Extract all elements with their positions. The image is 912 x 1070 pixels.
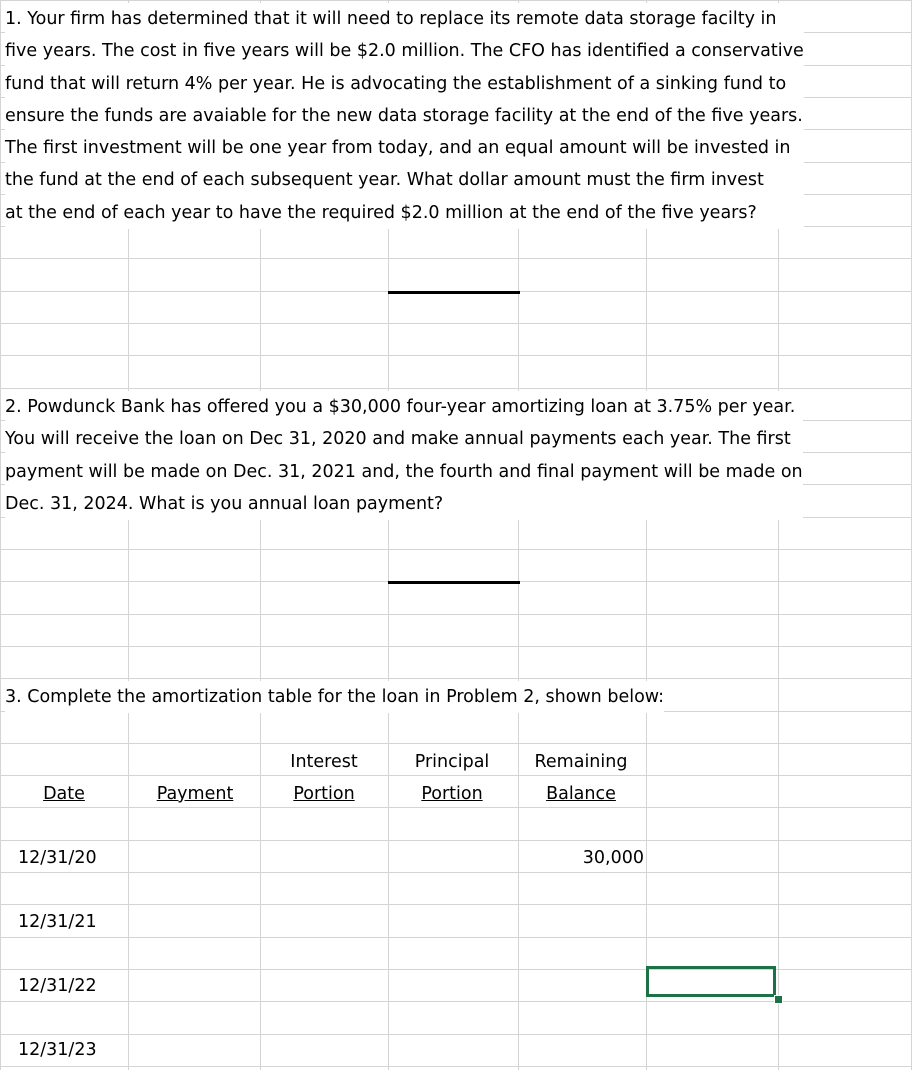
problem-1-text [5, 3, 804, 229]
problem-1-line: five years. The cost in five years will be $2.0 million. The CFO has identified a conservative [5, 41, 804, 62]
header-interest-bottom: Portion [293, 784, 355, 804]
problem-1-line: the fund at the end of each subsequent year. What dollar amount must the firm invest [5, 170, 764, 191]
row-date: 12/31/22 [18, 976, 97, 996]
header-principal-top: Principal [414, 752, 490, 772]
problem-2-text [5, 391, 803, 520]
problem-2-line: 2. Powdunck Bank has offered you a $30,000 four-year amortizing loan at 3.75% per year. [5, 397, 796, 417]
answer-2-underline [388, 581, 520, 584]
row-balance[interactable]: 30,000 [582, 848, 644, 868]
problem-1-line: 1. Your firm has determined that it will need to replace its remote data storage facilty in [5, 9, 777, 29]
problem-1-line: fund that will return 4% per year. He is advocating the establishment of a sinking fund to [5, 73, 787, 94]
problem-3-text [5, 681, 664, 713]
problem-2-line: You will receive the loan on Dec 31, 2020 and make annual payments each year. The first [5, 429, 791, 450]
header-interest-top: Interest [290, 752, 358, 772]
header-date: Date [43, 784, 85, 804]
row-date: 12/31/20 [18, 848, 97, 868]
header-payment: Payment [156, 784, 234, 804]
problem-1-line: at the end of each year to have the required $2.0 million at the end of the five years? [5, 202, 757, 223]
header-principal-bottom: Portion [421, 784, 483, 804]
answer-1-underline [388, 291, 520, 294]
active-cell-selection[interactable] [646, 966, 776, 997]
problem-3-line: 3. Complete the amortization table for the loan in Problem 2, shown below: [5, 687, 665, 707]
problem-2-line: Dec. 31, 2024. What is you annual loan payment? [5, 493, 444, 514]
row-date: 12/31/21 [18, 912, 97, 932]
problem-1-line: The first investment will be one year from today, and an equal amount will be invested in [5, 138, 791, 159]
problem-1-line: ensure the funds are avaiable for the new data storage facility at the end of the five years. [5, 105, 803, 126]
header-balance-bottom: Balance [546, 784, 616, 804]
header-balance-top: Remaining [534, 752, 628, 772]
fill-handle[interactable] [774, 995, 783, 1004]
row-date: 12/31/23 [18, 1040, 97, 1060]
problem-2-line: payment will be made on Dec. 31, 2021 and, the fourth and final payment will be made on [5, 461, 803, 482]
